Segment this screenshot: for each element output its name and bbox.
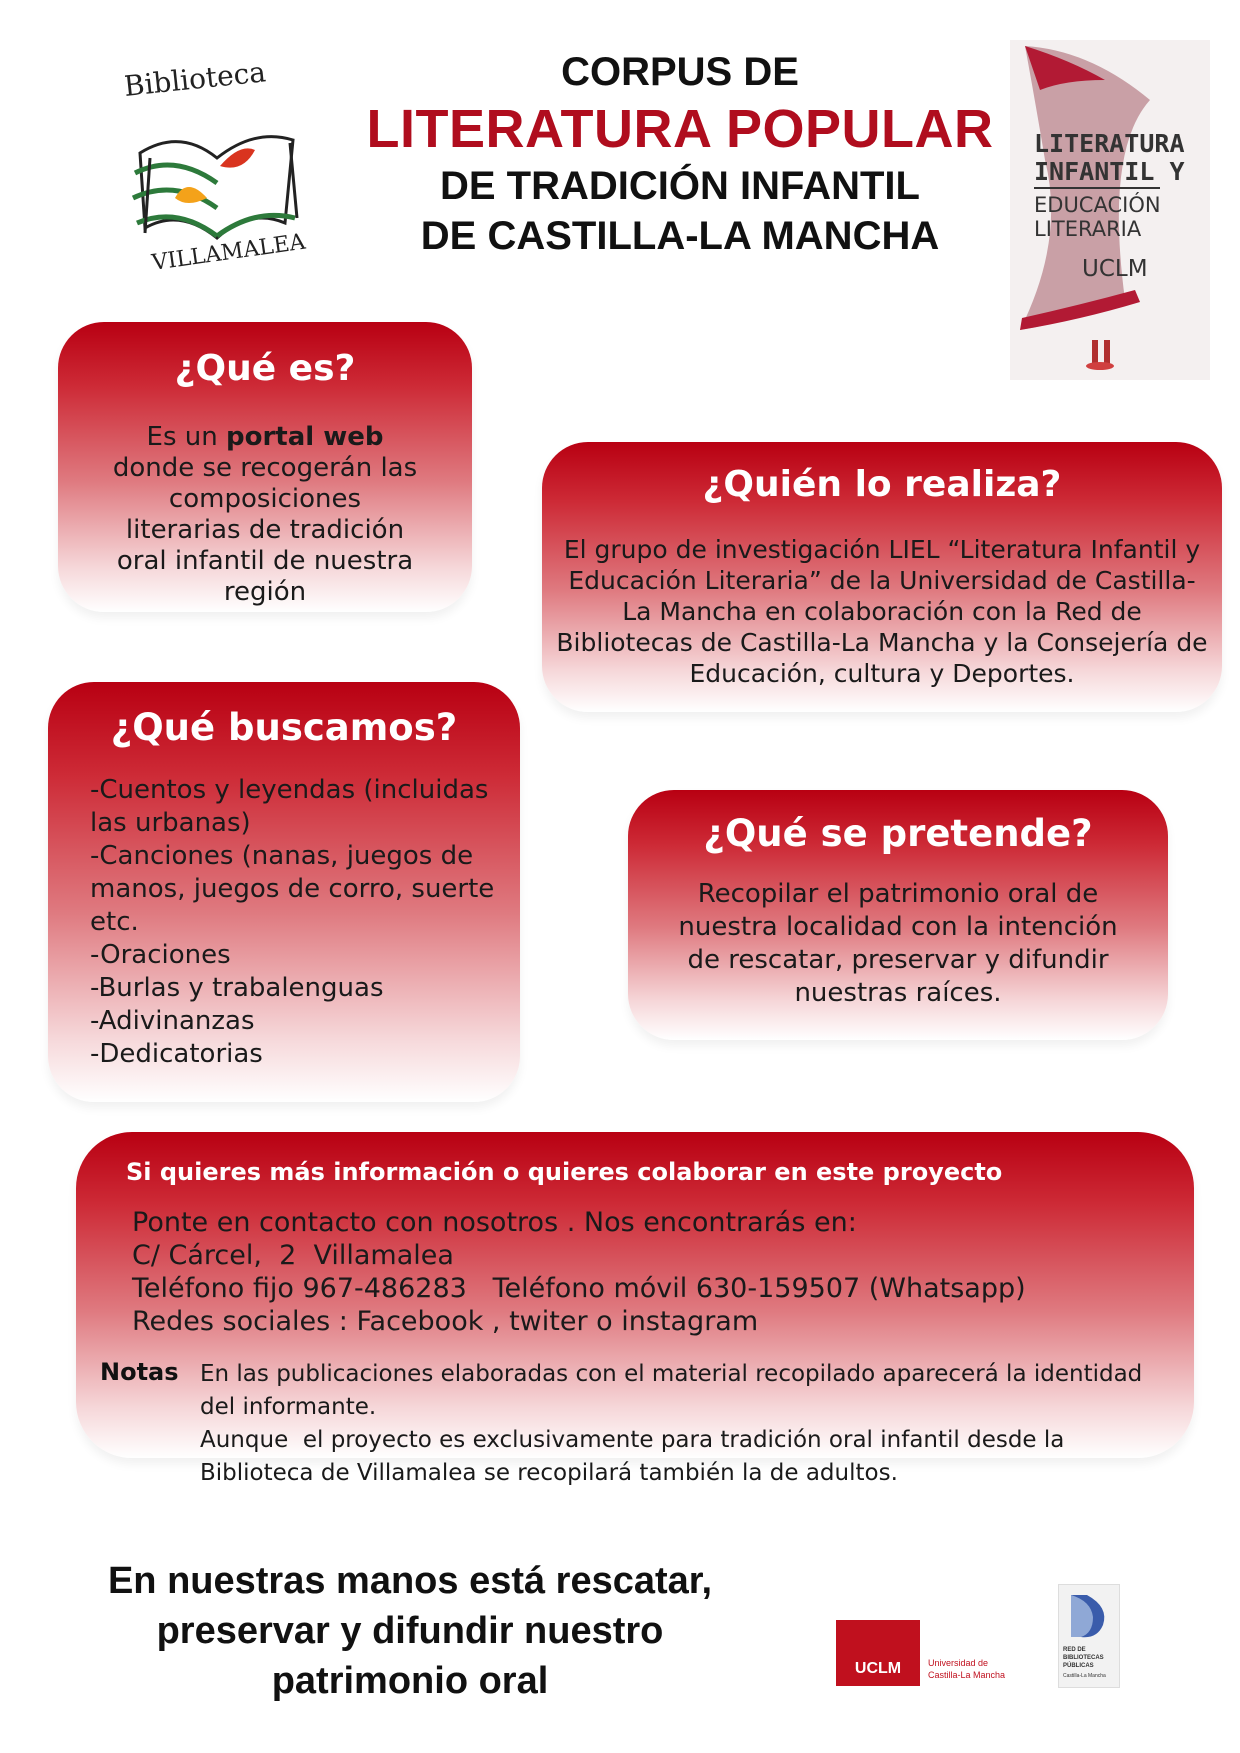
info-title: Si quieres más información o quieres colaborar en este proyecto bbox=[126, 1158, 1003, 1186]
uclm-red-block bbox=[836, 1620, 920, 1686]
title-line-4: DE CASTILLA-LA MANCHA bbox=[420, 214, 940, 258]
title-line-3: DE TRADICIÓN INFANTIL bbox=[440, 164, 920, 208]
logo-right-line1: LITERATURA bbox=[1034, 129, 1185, 158]
note-item: En las publicaciones elaboradas con el material recopilado aparecerá la identidad del informante. bbox=[200, 1361, 1143, 1420]
red-bibliotecas-logo bbox=[1058, 1584, 1120, 1688]
info-contact bbox=[132, 1206, 1174, 1338]
pretende-box bbox=[628, 790, 1168, 1040]
uclm-name-2: Castilla-La Mancha bbox=[928, 1670, 1006, 1680]
red-text-3: PÚBLICAS bbox=[1063, 1663, 1094, 1669]
buscamos-item: -Canciones (nanas, juegos de manos, juegos de corro, suerte etc. bbox=[90, 841, 495, 937]
info-line: C/ Cárcel, 2 Villamalea bbox=[132, 1240, 454, 1271]
info-line: Redes sociales : Facebook , twiter o instagram bbox=[132, 1306, 759, 1337]
que-es-text-pre: Es un bbox=[146, 422, 226, 452]
info-line: Teléfono fijo 967-486283 Teléfono móvil 630-159507 (Whatsapp) bbox=[132, 1273, 1026, 1304]
notes-label: Notas bbox=[100, 1358, 179, 1386]
que-es-title: ¿Qué es? bbox=[174, 348, 356, 389]
buscamos-item: -Dedicatorias bbox=[90, 1039, 263, 1069]
buscamos-box bbox=[48, 682, 520, 1102]
quien-box bbox=[542, 442, 1222, 712]
que-es-text-rest: donde se recogerán las composiciones literarias de tradición oral infantil de nuestra región bbox=[112, 453, 418, 607]
biblioteca-villamalea-logo bbox=[125, 58, 315, 283]
uclm-footer-logo bbox=[836, 1620, 1016, 1686]
pretende-text: Recopilar el patrimonio oral de nuestra localidad con la intención de rescatar, preservar y difundir nuestras raíces. bbox=[678, 879, 1118, 1008]
note-item: Aunque el proyecto es exclusivamente para tradición oral infantil desde la Biblioteca de Villamalea se recopilará también la de adultos. bbox=[200, 1427, 1072, 1486]
slogan: En nuestras manos está rescatar, preservar y difundir nuestro patrimonio oral bbox=[107, 1560, 713, 1702]
quien-text: El grupo de investigación LIEL “Literatura Infantil y Educación Literaria” de la Universidad de Castilla-La Mancha en colaboración con la Red de Bibliotecas de Castilla-La Mancha y la Consejería de Educación, cultura y Deportes. bbox=[556, 535, 1208, 688]
logo-right-line3: EDUCACIÓN bbox=[1034, 193, 1161, 217]
buscamos-item: -Adivinanzas bbox=[90, 1006, 255, 1036]
red-text-4: Castilla-La Mancha bbox=[1063, 1673, 1106, 1679]
que-es-text-bold: portal web bbox=[225, 422, 384, 452]
logo-right-line5: UCLM bbox=[1082, 256, 1148, 282]
red-text-2: BIBLIOTECAS bbox=[1063, 1655, 1104, 1661]
title-line-2: LITERATURA POPULAR bbox=[366, 99, 994, 159]
logo-text-villamalea: VILLAMALEA bbox=[150, 229, 307, 276]
uclm-name-1: Universidad de bbox=[928, 1658, 989, 1668]
logo-text-biblioteca: Biblioteca bbox=[125, 58, 268, 103]
buscamos-list bbox=[90, 774, 506, 1071]
title-line-1: CORPUS DE bbox=[561, 50, 799, 94]
uclm-mark-text: UCLM bbox=[854, 1660, 902, 1677]
info-line: Ponte en contacto con nosotros . Nos encontrarás en: bbox=[132, 1207, 857, 1238]
buscamos-item: -Burlas y trabalenguas bbox=[90, 973, 384, 1003]
logo-right-line4: LITERARIA bbox=[1034, 217, 1142, 241]
buscamos-item: -Oraciones bbox=[90, 940, 231, 970]
quien-title: ¿Quién lo realiza? bbox=[702, 464, 1062, 505]
notes-text bbox=[200, 1358, 1170, 1490]
buscamos-title: ¿Qué buscamos? bbox=[110, 706, 458, 749]
buscamos-item: -Cuentos y leyendas (incluidas las urbanas) bbox=[90, 775, 489, 838]
que-es-box bbox=[58, 322, 472, 612]
pretende-title: ¿Qué se pretende? bbox=[703, 812, 1093, 855]
red-text-1: RED DE bbox=[1063, 1647, 1086, 1653]
logo-right-line2: INFANTIL Y bbox=[1034, 157, 1185, 186]
que-es-text bbox=[108, 422, 422, 608]
liel-uclm-logo bbox=[1010, 40, 1210, 380]
